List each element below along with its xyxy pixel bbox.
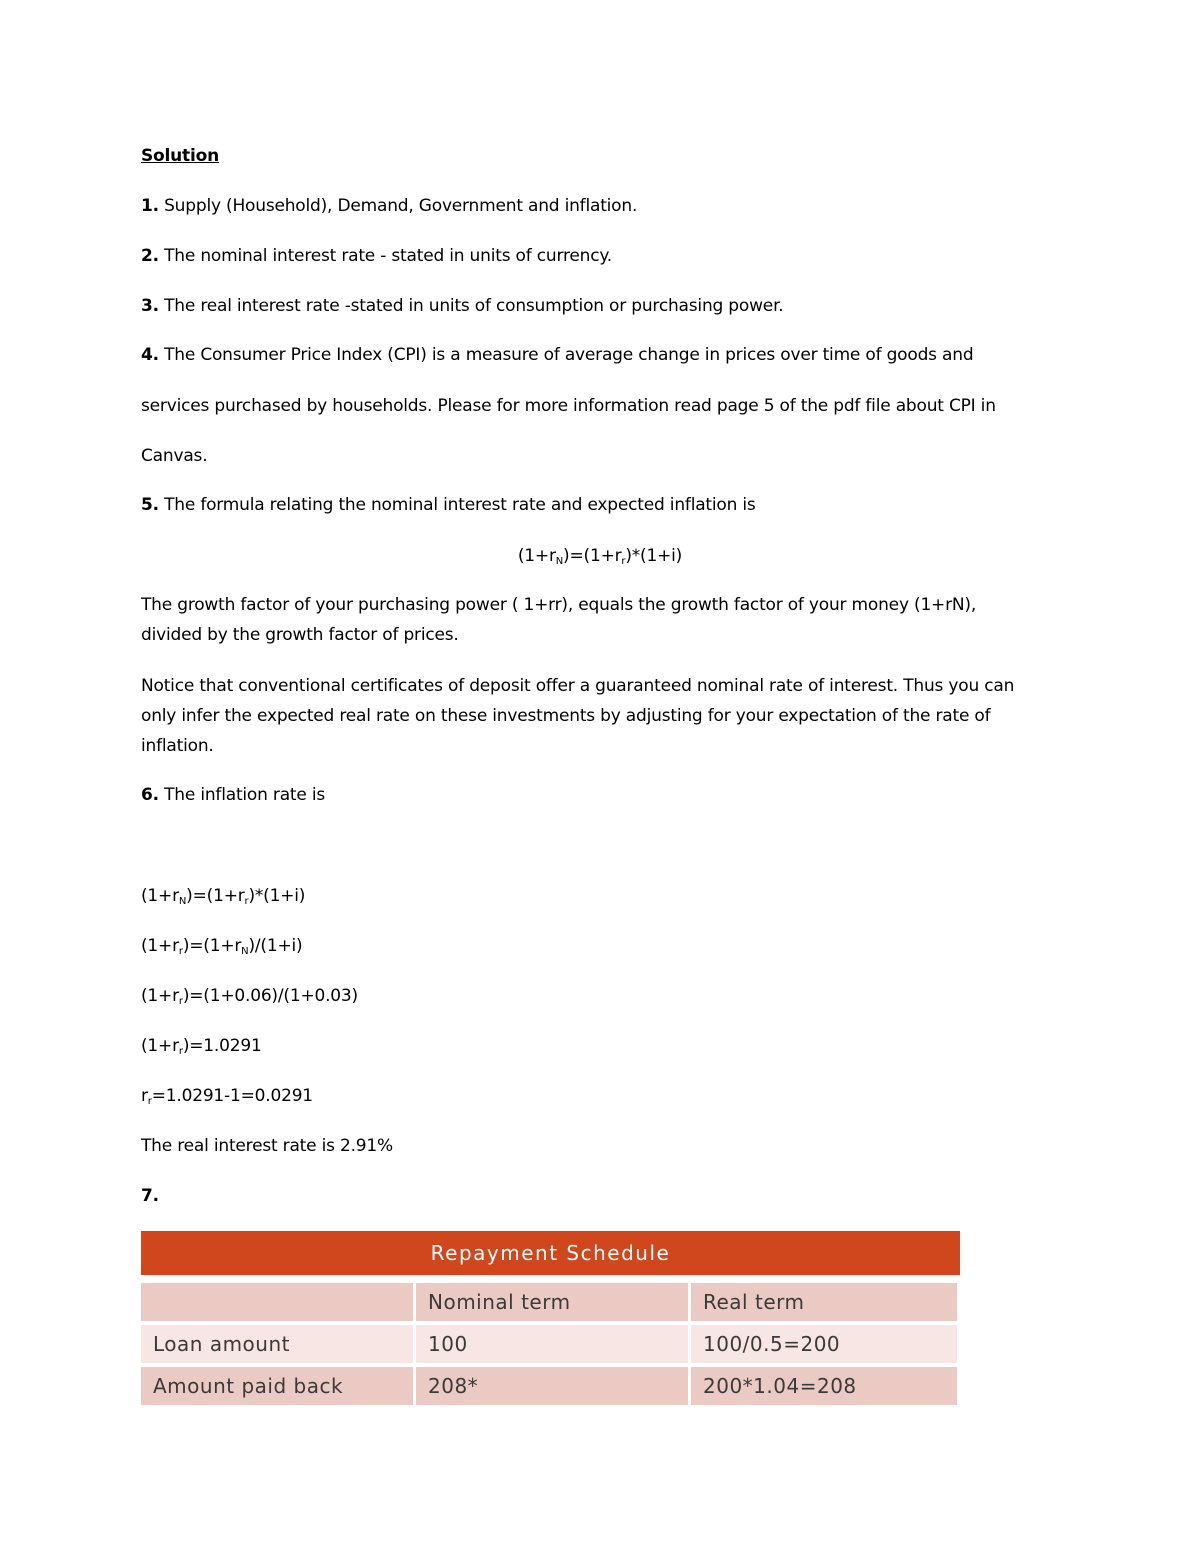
answer-4 <box>141 344 973 366</box>
answer-1-text: Supply (Household), Demand, Government and inflation. <box>158 196 638 216</box>
answer-4-line-3: Canvas. <box>141 446 208 466</box>
table-row <box>141 1367 960 1409</box>
calc-subscript: N <box>178 896 187 907</box>
paragraph-notice-line-1: Notice that conventional certificates of deposit offer a guaranteed nominal rate of interest. Thus you can <box>141 676 1015 696</box>
calc-line-1 <box>141 885 305 907</box>
answer-2 <box>141 245 612 267</box>
answer-7-number: 7. <box>141 1186 159 1206</box>
paragraph-growth-line-2: divided by the growth factor of prices. <box>141 625 459 645</box>
calc-line-3 <box>141 985 358 1007</box>
table-cell: 208* <box>416 1367 691 1409</box>
paragraph-notice-line-3: inflation. <box>141 736 214 756</box>
calc-text: (1+r <box>141 886 179 906</box>
table-header-cell: Real term <box>691 1283 960 1325</box>
result-statement: The real interest rate is 2.91% <box>141 1136 393 1156</box>
table-cell: 100/0.5=200 <box>691 1325 960 1367</box>
calc-subscript: r <box>178 996 183 1007</box>
table-cell: 100 <box>416 1325 691 1367</box>
formula-text: )=(1+r <box>563 546 622 566</box>
formula-text: )*(1+i) <box>625 546 683 566</box>
calc-subscript: r <box>178 1046 183 1057</box>
answer-5-number: 5. <box>141 495 159 515</box>
calc-text: )=(1+r <box>182 936 242 956</box>
answer-4-line-2: services purchased by households. Please for more information read page 5 of the pdf file about CPI in <box>141 396 996 416</box>
calc-line-2 <box>141 935 302 957</box>
answer-3-text: The real interest rate -stated in units of consumption or purchasing power. <box>158 296 784 316</box>
table-cell: 200*1.04=208 <box>691 1367 960 1409</box>
calc-text: )/(1+i) <box>248 936 303 956</box>
answer-6-text: The inflation rate is <box>158 785 326 805</box>
calc-text: )=1.0291 <box>182 1036 262 1056</box>
calc-subscript: r <box>147 1096 152 1107</box>
formula-subscript: r <box>621 556 626 567</box>
table-cell: Amount paid back <box>141 1367 416 1409</box>
calc-line-5 <box>141 1085 313 1107</box>
calc-text: =1.0291-1=0.0291 <box>151 1086 313 1106</box>
answer-6-number: 6. <box>141 785 159 805</box>
table-header-cell: Nominal term <box>416 1283 691 1325</box>
calc-text: )=(1+r <box>186 886 245 906</box>
calc-text: (1+r <box>141 986 179 1006</box>
calc-subscript: N <box>241 946 249 957</box>
table-header-row <box>141 1283 960 1325</box>
repayment-schedule-table <box>141 1231 960 1409</box>
calc-text: )*(1+i) <box>248 886 306 906</box>
calc-line-4 <box>141 1035 262 1057</box>
calc-text: (1+r <box>141 936 179 956</box>
solution-heading: Solution <box>141 146 219 166</box>
formula-subscript: N <box>555 556 564 567</box>
paragraph-growth-line-1: The growth factor of your purchasing power ( 1+rr), equals the growth factor of your money (1+rN), <box>141 595 977 615</box>
answer-4-text: The Consumer Price Index (CPI) is a measure of average change in prices over time of goods and <box>158 345 974 365</box>
answer-3 <box>141 295 784 317</box>
calc-text: r <box>141 1086 148 1106</box>
table-header-cell <box>141 1283 416 1325</box>
answer-1-number: 1. <box>141 196 159 216</box>
table-row <box>141 1325 960 1367</box>
calc-subscript: r <box>178 946 183 957</box>
table-cell: Loan amount <box>141 1325 416 1367</box>
answer-3-number: 3. <box>141 296 159 316</box>
answer-1 <box>141 195 637 217</box>
answer-5-text: The formula relating the nominal interest rate and expected inflation is <box>158 495 756 515</box>
answer-2-number: 2. <box>141 246 159 266</box>
answer-5 <box>141 494 756 516</box>
table-title: Repayment Schedule <box>141 1231 960 1283</box>
formula-text: (1+r <box>517 546 556 566</box>
paragraph-notice-line-2: only infer the expected real rate on these investments by adjusting for your expectation of the rate of <box>141 706 991 726</box>
calc-subscript: r <box>244 896 249 907</box>
formula-centered <box>0 545 1200 567</box>
answer-4-number: 4. <box>141 345 159 365</box>
calc-text: (1+r <box>141 1036 179 1056</box>
calc-text: )=(1+0.06)/(1+0.03) <box>182 986 358 1006</box>
answer-6 <box>141 784 325 806</box>
answer-2-text: The nominal interest rate - stated in units of currency. <box>158 246 612 266</box>
